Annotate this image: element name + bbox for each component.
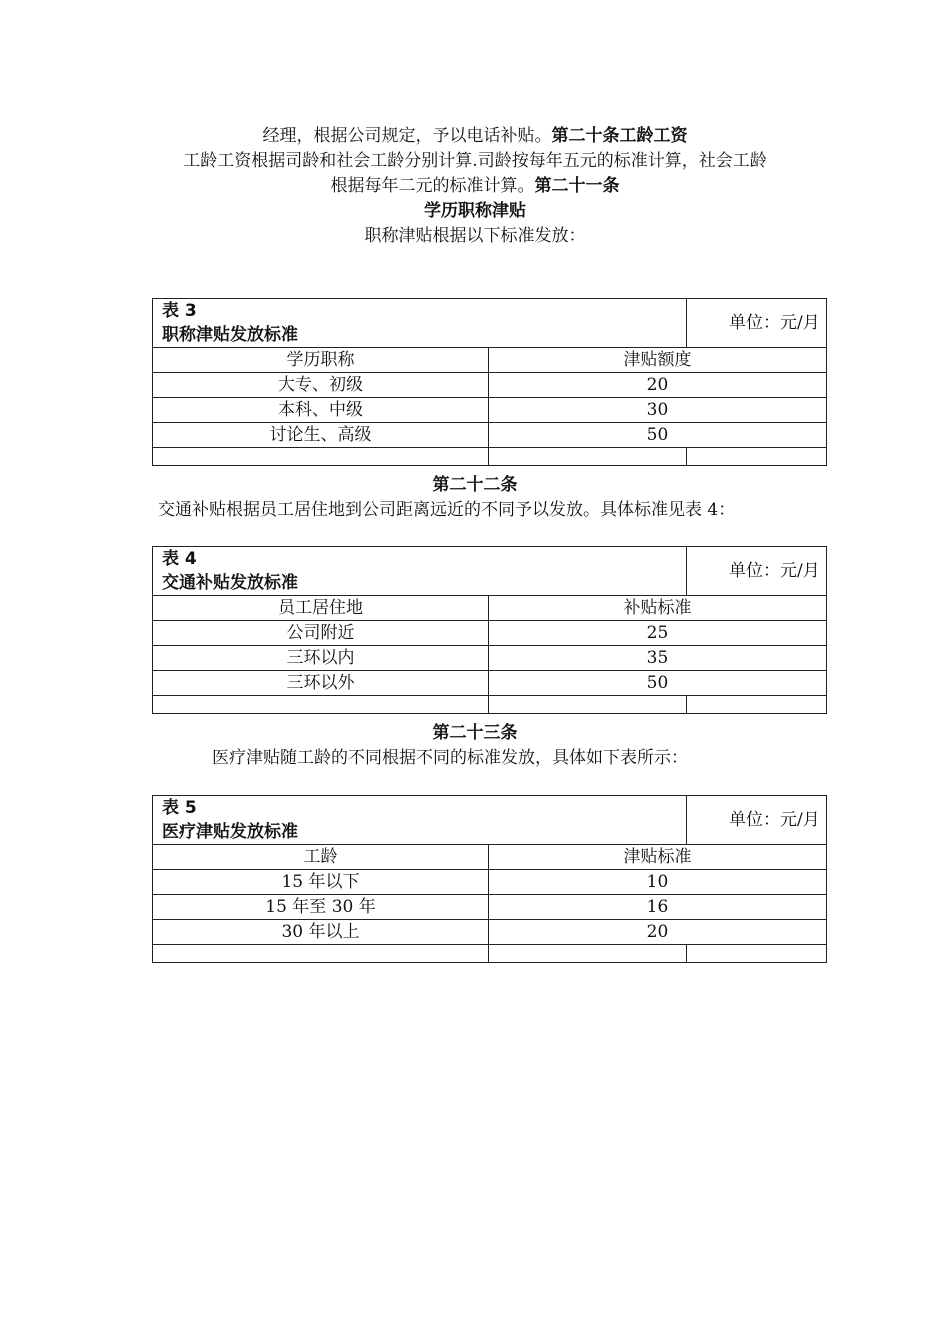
article-23-heading: 第二十三条: [432, 723, 518, 743]
table-3-row-3-value: 50: [489, 423, 827, 448]
table-5-row-1-value: 10: [489, 870, 827, 895]
table-3-row-2-value: 30: [489, 398, 827, 423]
table-3-col2-header: 津贴额度: [489, 348, 827, 373]
table-row: [153, 621, 827, 646]
table-3-empty-cell-2: [489, 448, 687, 466]
table-3: [152, 298, 827, 466]
intro-line-1-text: 经理，根据公司规定，予以电话补贴。: [262, 126, 552, 146]
table-3-caption: [153, 299, 687, 348]
table-5-title: 医疗津贴发放标准: [162, 822, 298, 842]
table-4-row-1-value: 25: [489, 621, 827, 646]
table-5-header: [153, 796, 827, 845]
table-row: [153, 423, 827, 448]
table-3-header: [153, 299, 827, 348]
table-4-row-3-value: 50: [489, 671, 827, 696]
table-row-empty: [153, 696, 827, 714]
table-5-row-2-name: 15 年至 30 年: [153, 895, 489, 920]
table-row-empty: [153, 945, 827, 963]
table-5-row-1-name: 15 年以下: [153, 870, 489, 895]
table-row: [153, 646, 827, 671]
intro-line-2: [0, 149, 950, 173]
table-3-empty-cell-1: [153, 448, 489, 466]
table-5-row-3-value: 20: [489, 920, 827, 945]
table-5-unit: 单位：元/月: [687, 796, 827, 845]
table-4-empty-cell-1: [153, 696, 489, 714]
table-row: [153, 870, 827, 895]
intro-line-3-text: 根据每年二元的标准计算。: [330, 176, 535, 196]
table-5-label: 表 5: [162, 798, 197, 818]
intro-line-3: [0, 174, 950, 198]
table-4-title: 交通补贴发放标准: [162, 573, 298, 593]
table-3-row-1-value: 20: [489, 373, 827, 398]
table-row: [153, 373, 827, 398]
table-5-column-headers: [153, 845, 827, 870]
article-21-text: 职称津贴根据以下标准发放：: [364, 226, 586, 246]
table-3-empty-cell-3: [687, 448, 827, 466]
table-5-col2-header: 津贴标准: [489, 845, 827, 870]
intro-line-2-text: 工龄工资根据司龄和社会工龄分别计算.司龄按每年五元的标准计算，社会工龄: [183, 151, 767, 171]
table-5-empty-cell-3: [687, 945, 827, 963]
table-4-empty-cell-3: [687, 696, 827, 714]
table-4-header: [153, 547, 827, 596]
table-4-caption: [153, 547, 687, 596]
table-row: [153, 920, 827, 945]
table-4-col2-header: 补贴标准: [489, 596, 827, 621]
table-3-row-2-name: 本科、中级: [153, 398, 489, 423]
table-5-empty-cell-2: [489, 945, 687, 963]
table-row: [153, 398, 827, 423]
table-3-unit: 单位：元/月: [687, 299, 827, 348]
table-row: [153, 671, 827, 696]
table-3-label: 表 3: [162, 301, 197, 321]
table-4: [152, 546, 827, 714]
table-5-row-3-name: 30 年以上: [153, 920, 489, 945]
table-4-label: 表 4: [162, 549, 197, 569]
table-4-row-2-name: 三环以内: [153, 646, 489, 671]
table-3-row-3-name: 讨论生、高级: [153, 423, 489, 448]
table-3-row-1-name: 大专、初级: [153, 373, 489, 398]
table-4-row-3-name: 三环以外: [153, 671, 489, 696]
article-22-heading: 第二十二条: [432, 475, 518, 495]
table-5-col1-header: 工龄: [153, 845, 489, 870]
table-4-col1-header: 员工居住地: [153, 596, 489, 621]
table-4-row-2-value: 35: [489, 646, 827, 671]
table-5: [152, 795, 827, 963]
article-21-heading: 第二十一条: [534, 176, 620, 196]
article-22-text: 交通补贴根据员工居住地到公司距离远近的不同予以发放。具体标准见表 4：: [158, 500, 736, 520]
table-3-title: 职称津贴发放标准: [162, 325, 298, 345]
article-20-heading: 第二十条工龄工资: [551, 126, 688, 146]
article-23-text: 医疗津贴随工龄的不同根据不同的标准发放，具体如下表所示：: [212, 748, 688, 768]
table-4-unit: 单位：元/月: [687, 547, 827, 596]
table-4-empty-cell-2: [489, 696, 687, 714]
table-5-caption: [153, 796, 687, 845]
table-4-column-headers: [153, 596, 827, 621]
table-4-row-1-name: 公司附近: [153, 621, 489, 646]
table-row-empty: [153, 448, 827, 466]
intro-line-1: [0, 124, 950, 148]
table-3-column-headers: [153, 348, 827, 373]
table-5-empty-cell-1: [153, 945, 489, 963]
table-3-col1-header: 学历职称: [153, 348, 489, 373]
article-21-title: 学历职称津贴: [424, 201, 526, 221]
table-row: [153, 895, 827, 920]
table-5-row-2-value: 16: [489, 895, 827, 920]
